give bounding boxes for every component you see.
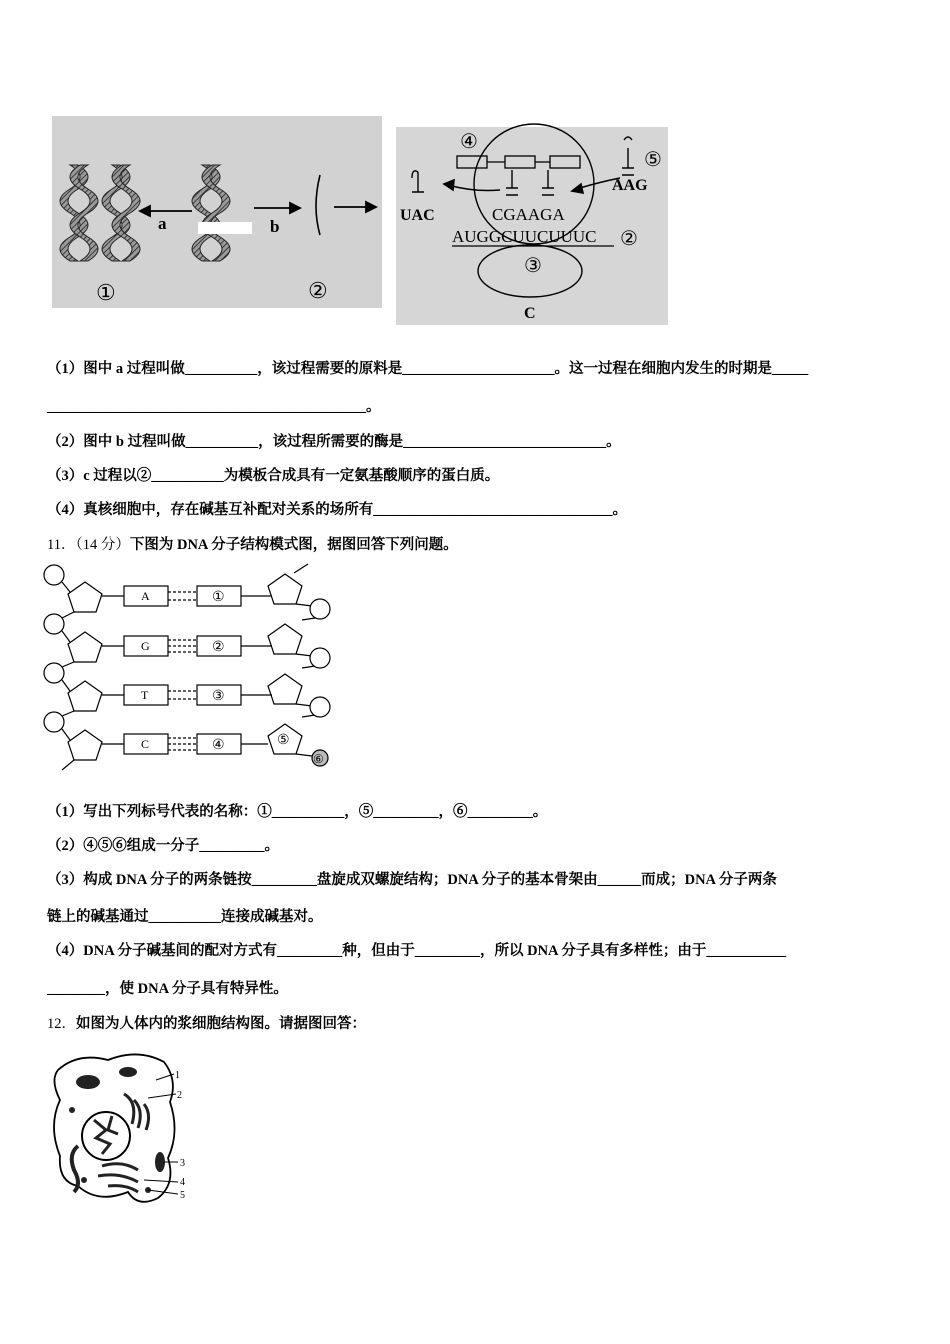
trna-aag: AAG xyxy=(612,177,648,194)
label-2: 2 xyxy=(177,1090,182,1101)
base-t: T xyxy=(141,688,149,702)
q11-number: 11． xyxy=(47,537,76,553)
q12-number: 12． xyxy=(47,1016,76,1032)
figure-gene-expression xyxy=(0,0,950,340)
base-a: A xyxy=(141,589,150,603)
q10-line-2: ____________________________________________。 xyxy=(47,399,381,415)
label-2: ② xyxy=(308,278,328,303)
q11-line-2: （2）④⑤⑥组成一分子_________。 xyxy=(47,838,279,854)
label-5: ⑤ xyxy=(644,149,662,171)
label-2-mrna: ② xyxy=(620,228,638,250)
q12-heading xyxy=(47,1014,366,1034)
pair-4: ④ xyxy=(212,738,225,753)
q11-line-3: （3）构成 DNA 分子的两条链按_________盘旋成双螺旋结构；DNA 分子的基本骨架由______而成；DNA 分子两条 xyxy=(47,872,777,888)
label-6-phosphate: ⑥ xyxy=(313,752,324,766)
label-b: b xyxy=(270,217,280,236)
base-g: G xyxy=(141,639,150,653)
pair-1: ① xyxy=(212,590,225,605)
figure-dna-structure xyxy=(40,560,340,772)
label-3: ③ xyxy=(524,255,542,277)
q10-line-5: （4）真核细胞中，存在碱基互补配对关系的场所有_________________________________。 xyxy=(47,502,627,518)
anticodons: CGAAGA xyxy=(492,205,565,224)
q11-title: 下图为 DNA 分子结构模式图，据图回答下列问题。 xyxy=(129,537,458,553)
q11-score: （14 分） xyxy=(75,537,130,553)
label-4: ④ xyxy=(460,131,478,153)
q10-line-1: （1）图中 a 过程叫做__________，该过程需要的原料是_____________________。这一过程在细胞内发生的时期是_____ xyxy=(47,361,809,377)
label-5: 5 xyxy=(180,1190,185,1201)
label-4: 4 xyxy=(180,1177,185,1188)
base-c: C xyxy=(141,737,150,751)
translation-panel xyxy=(396,127,668,325)
trna-uac: UAC xyxy=(400,207,435,224)
q10-line-4: （3）c 过程以②__________为模板合成具有一定氨基酸顺序的蛋白质。 xyxy=(47,468,500,484)
label-1: 1 xyxy=(175,1070,180,1081)
q11-line-1: （1）写出下列标号代表的名称：①__________，⑤_________，⑥_________。 xyxy=(47,804,548,820)
label-1: ① xyxy=(96,280,116,305)
mrna-sequence: AUGGCUUCUUUC xyxy=(452,227,597,246)
q10-line-3: （2）图中 b 过程叫做__________，该过程所需要的酶是____________________________。 xyxy=(47,434,621,450)
q11-line-4: 链上的碱基通过__________连接成碱基对。 xyxy=(47,909,323,925)
label-3: 3 xyxy=(180,1158,185,1169)
label-5-sugar: ⑤ xyxy=(277,733,290,748)
label-a: a xyxy=(158,214,167,233)
figure-plasma-cell xyxy=(48,1050,208,1222)
q12-title: 如图为人体内的浆细胞结构图。请据图回答： xyxy=(76,1016,366,1032)
pair-3: ③ xyxy=(212,689,225,704)
q11-line-6: ________，使 DNA 分子具有特异性。 xyxy=(47,981,288,997)
q11-heading xyxy=(47,535,458,555)
label-c: C xyxy=(524,305,536,322)
q11-line-5: （4）DNA 分子碱基间的配对方式有_________种，但由于_________，所以 DNA 分子具有多样性；由于___________ xyxy=(47,943,787,959)
pair-2: ② xyxy=(212,640,225,655)
